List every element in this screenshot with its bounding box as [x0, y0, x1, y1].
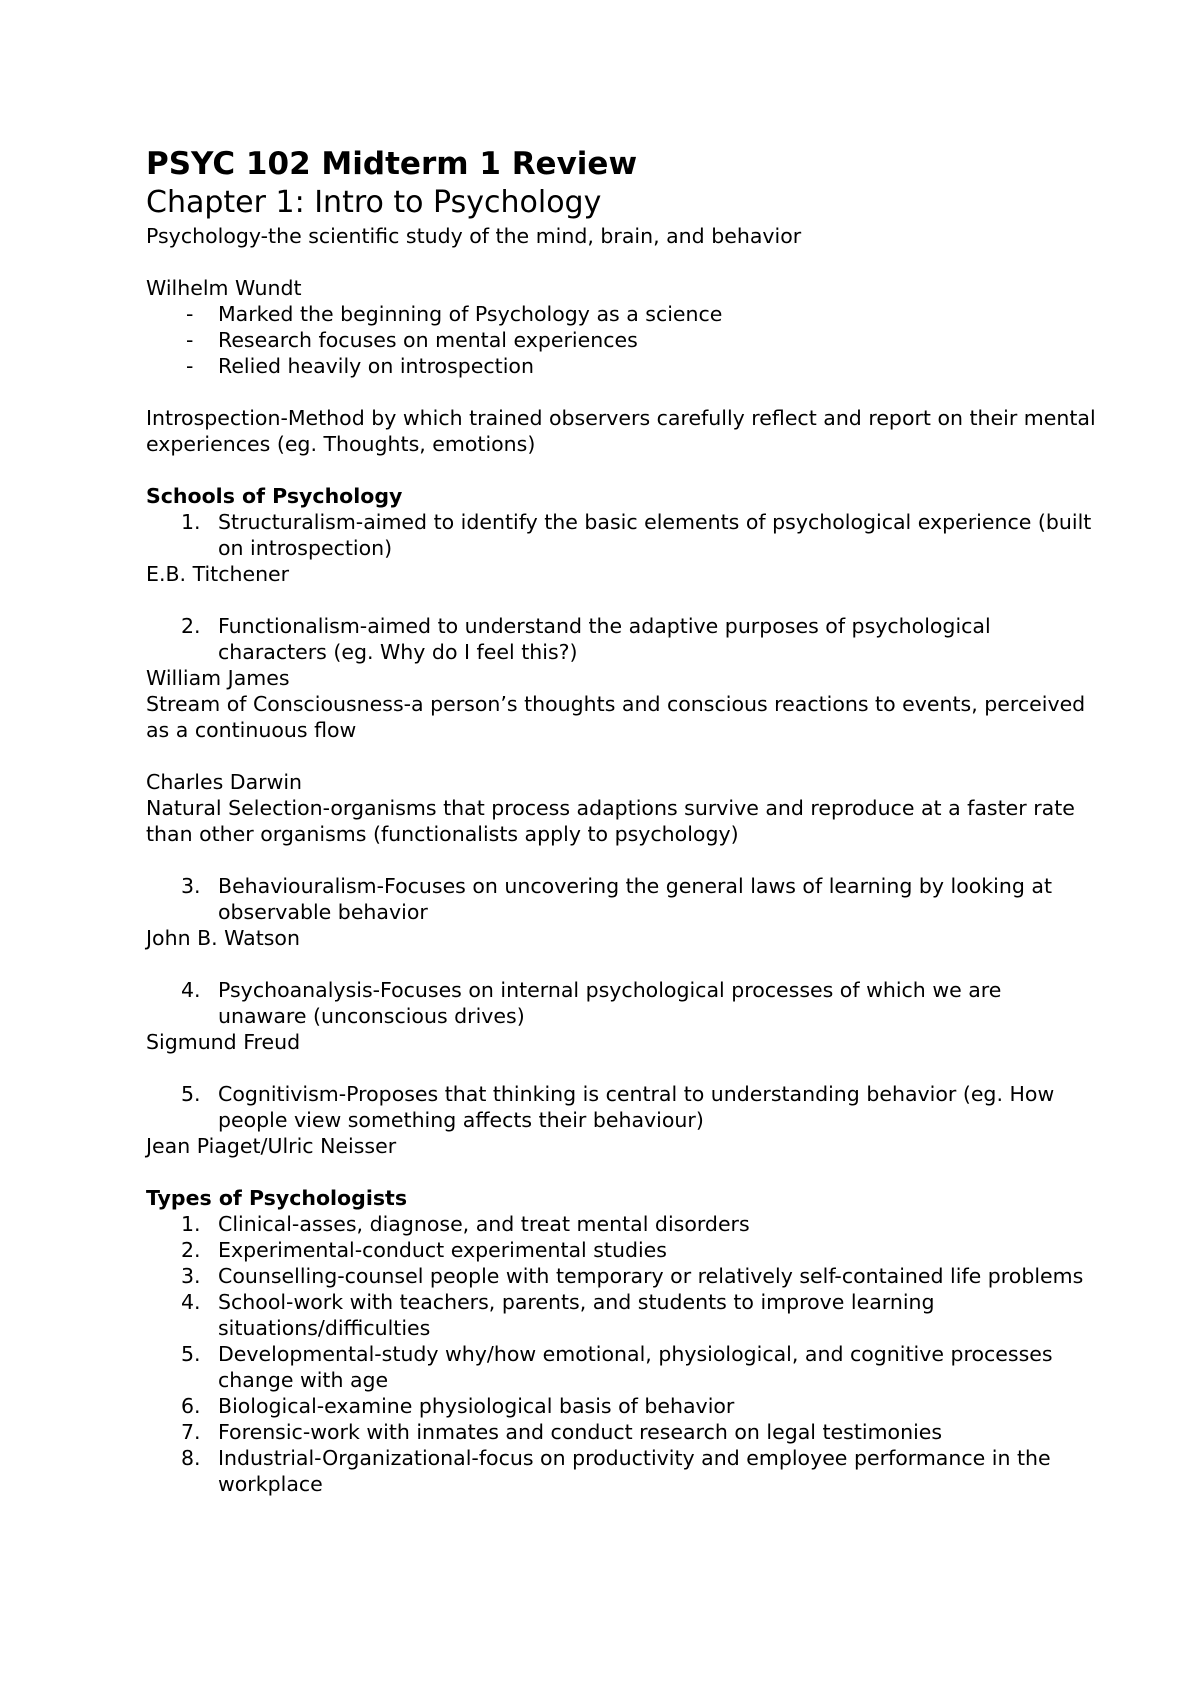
- list-item: [146, 1341, 1096, 1393]
- list-item: [146, 977, 1096, 1029]
- types-heading: Types of Psychologists: [146, 1186, 408, 1210]
- list-item: [146, 873, 1096, 925]
- document-title: PSYC 102 Midterm 1 Review: [146, 146, 638, 182]
- document-page: [146, 145, 1096, 1497]
- number-marker: 3.: [181, 874, 201, 898]
- list-item: [146, 509, 1096, 561]
- list-item: [146, 1393, 1096, 1419]
- list-item: [146, 1419, 1096, 1445]
- list-item-text: Relied heavily on introspection: [218, 354, 534, 378]
- list-item-text: Cognitivism-Proposes that thinking is central to understanding behavior (eg. How people view something affects their behaviour): [218, 1082, 1055, 1132]
- number-marker: 8.: [181, 1446, 201, 1470]
- list-item-text: Functionalism-aimed to understand the adaptive purposes of psychological characters (eg. Why do I feel this?): [218, 614, 991, 664]
- dash-marker: -: [186, 328, 194, 352]
- wundt-list: [146, 301, 1096, 379]
- list-item: [146, 1081, 1096, 1133]
- list-item-text: Experimental-conduct experimental studies: [218, 1238, 667, 1262]
- spacer: [146, 1159, 1096, 1185]
- number-marker: 6.: [181, 1394, 201, 1418]
- list-item-text: Biological-examine physiological basis of behavior: [218, 1394, 735, 1418]
- number-marker: 2.: [181, 1238, 201, 1262]
- piaget-neisser-name: Jean Piaget/Ulric Neisser: [146, 1134, 397, 1158]
- chapter-heading: Chapter 1: Intro to Psychology: [146, 185, 602, 220]
- natural-selection-definition: Natural Selection-organisms that process adaptions survive and reproduce at a faster rate than other organisms (functionalists apply to psychology): [146, 796, 1075, 846]
- list-item-text: Research focuses on mental experiences: [218, 328, 638, 352]
- introspection-definition: Introspection-Method by which trained observers carefully reflect and report on their mental experiences (eg. Thoughts, emotions): [146, 406, 1096, 456]
- psychology-definition: Psychology-the scientific study of the mind, brain, and behavior: [146, 224, 802, 248]
- list-item-text: Clinical-asses, diagnose, and treat mental disorders: [218, 1212, 750, 1236]
- dash-marker: -: [186, 302, 194, 326]
- number-marker: 1.: [181, 1212, 201, 1236]
- list-item: [146, 1237, 1096, 1263]
- number-marker: 5.: [181, 1082, 201, 1106]
- spacer: [146, 587, 1096, 613]
- spacer: [146, 457, 1096, 483]
- list-item-text: Industrial-Organizational-focus on productivity and employee performance in the workplace: [218, 1446, 1051, 1496]
- spacer: [146, 379, 1096, 405]
- freud-name: Sigmund Freud: [146, 1030, 301, 1054]
- spacer: [146, 847, 1096, 873]
- list-item-text: Developmental-study why/how emotional, physiological, and cognitive processes change with age: [218, 1342, 1053, 1392]
- types-list: [146, 1211, 1096, 1497]
- number-marker: 4.: [181, 978, 201, 1002]
- watson-name: John B. Watson: [146, 926, 300, 950]
- list-item-text: School-work with teachers, parents, and students to improve learning situations/difficulties: [218, 1290, 935, 1340]
- spacer: [146, 249, 1096, 275]
- list-item-text: Psychoanalysis-Focuses on internal psychological processes of which we are unaware (unconscious drives): [218, 978, 1002, 1028]
- schools-list-3: [146, 873, 1096, 925]
- list-item: [146, 1445, 1096, 1497]
- dash-marker: -: [186, 354, 194, 378]
- titchener-name: E.B. Titchener: [146, 562, 290, 586]
- list-item-text: Behaviouralism-Focuses on uncovering the general laws of learning by looking at observable behavior: [218, 874, 1052, 924]
- spacer: [146, 1055, 1096, 1081]
- stream-definition: Stream of Consciousness-a person’s thoughts and conscious reactions to events, perceived as a continuous flow: [146, 692, 1086, 742]
- list-item: [146, 1263, 1096, 1289]
- number-marker: 5.: [181, 1342, 201, 1366]
- spacer: [146, 951, 1096, 977]
- list-item: [146, 1289, 1096, 1341]
- list-item-text: Forensic-work with inmates and conduct research on legal testimonies: [218, 1420, 943, 1444]
- list-item: [146, 301, 1096, 327]
- list-item: [146, 353, 1096, 379]
- list-item: [146, 613, 1096, 665]
- schools-list-5: [146, 1081, 1096, 1133]
- james-name: William James: [146, 666, 290, 690]
- schools-list-1: [146, 509, 1096, 561]
- schools-list-4: [146, 977, 1096, 1029]
- wundt-name: Wilhelm Wundt: [146, 276, 302, 300]
- number-marker: 3.: [181, 1264, 201, 1288]
- number-marker: 7.: [181, 1420, 201, 1444]
- number-marker: 4.: [181, 1290, 201, 1314]
- list-item-text: Marked the beginning of Psychology as a science: [218, 302, 723, 326]
- list-item: [146, 327, 1096, 353]
- list-item-text: Structuralism-aimed to identify the basic elements of psychological experience (built on introspection): [218, 510, 1092, 560]
- schools-heading: Schools of Psychology: [146, 484, 403, 508]
- list-item: [146, 1211, 1096, 1237]
- number-marker: 2.: [181, 614, 201, 638]
- darwin-name: Charles Darwin: [146, 770, 303, 794]
- list-item-text: Counselling-counsel people with temporary or relatively self-contained life problems: [218, 1264, 1084, 1288]
- spacer: [146, 743, 1096, 769]
- number-marker: 1.: [181, 510, 201, 534]
- schools-list-2: [146, 613, 1096, 665]
